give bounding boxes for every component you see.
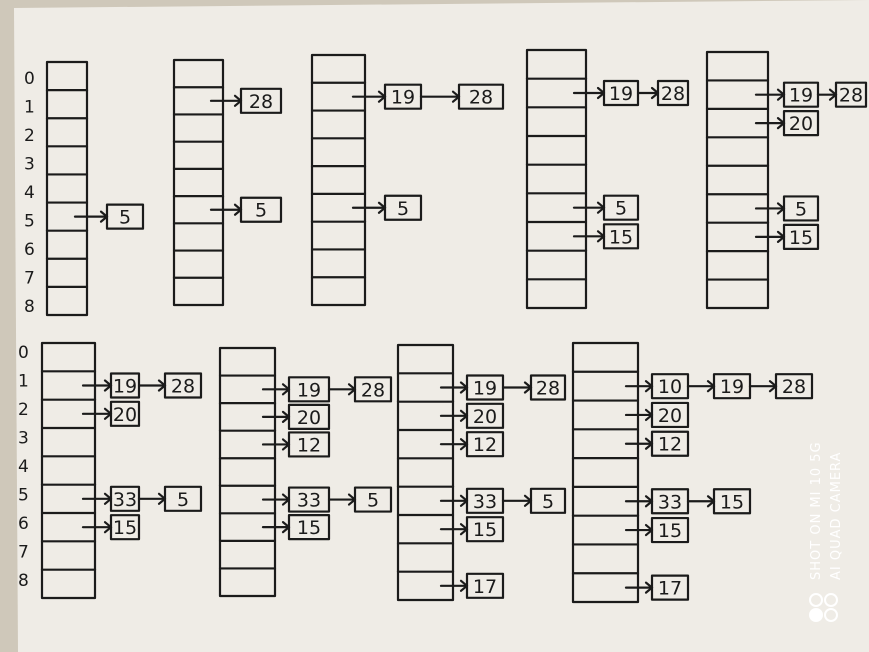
node-value: 5 [396,197,410,220]
watermark-line-2: AI QUAD CAMERA [829,451,844,580]
paper-sheet [14,0,869,652]
index-label: 4 [18,457,29,477]
node-value: 5 [254,199,268,222]
node-value: 20 [657,404,683,427]
node-value: 28 [248,90,274,113]
node-value: 5 [366,489,380,512]
node-value: 17 [657,577,683,600]
node-value: 15 [719,491,745,514]
index-column-bottom [18,343,29,591]
node-value: 33 [296,489,322,512]
index-label: 1 [18,371,29,392]
node-value: 5 [176,488,190,511]
index-label: 2 [18,400,29,420]
node-value: 28 [170,375,196,398]
node-value: 15 [472,519,498,542]
node-value: 15 [788,226,814,249]
index-label: 3 [18,428,29,449]
watermark-line-1: SHOT ON MI 10 5G [809,441,824,580]
index-label: 3 [24,154,35,175]
node-value: 12 [657,433,683,456]
node-value: 5 [794,198,808,221]
node-value: 19 [296,379,322,402]
node-value: 19 [788,84,814,107]
node-value: 28 [535,377,561,400]
node-value: 28 [781,376,807,399]
node-value: 19 [112,375,138,398]
node-value: 20 [788,113,814,136]
node-value: 15 [112,517,138,540]
node-value: 12 [472,434,498,457]
node-value: 28 [660,83,686,105]
index-label: 2 [24,126,35,146]
index-label: 6 [18,514,29,534]
index-label: 6 [24,240,35,260]
node-value: 20 [472,405,498,428]
index-label: 5 [18,485,29,506]
index-column-top [24,69,35,317]
node-value: 17 [472,575,498,598]
index-label: 8 [24,297,35,317]
node-value: 20 [112,403,138,426]
node-value: 15 [296,517,322,540]
node-value: 19 [390,86,416,109]
node-value: 10 [657,376,683,399]
index-label: 4 [24,183,35,203]
index-label: 8 [18,571,29,591]
node-value: 28 [360,379,386,402]
node-value: 15 [608,226,634,249]
index-label: 7 [18,542,29,563]
node-value: 19 [719,376,745,399]
node-value: 33 [472,490,498,513]
node-value: 15 [657,520,683,543]
node-value: 20 [296,406,322,429]
node-value: 19 [472,377,498,400]
node-value: 33 [657,491,683,514]
index-label: 1 [24,97,35,118]
node-value: 33 [112,488,138,511]
index-label: 0 [18,343,29,363]
node-value: 28 [838,84,864,107]
node-value: 5 [118,206,132,229]
index-label: 7 [24,268,35,289]
index-label: 5 [24,211,35,232]
node-value: 19 [608,83,634,105]
node-value: 28 [468,86,494,109]
node-value: 5 [614,197,628,220]
node-value: 5 [541,490,555,513]
index-label: 0 [24,69,35,89]
node-value: 12 [296,434,322,457]
